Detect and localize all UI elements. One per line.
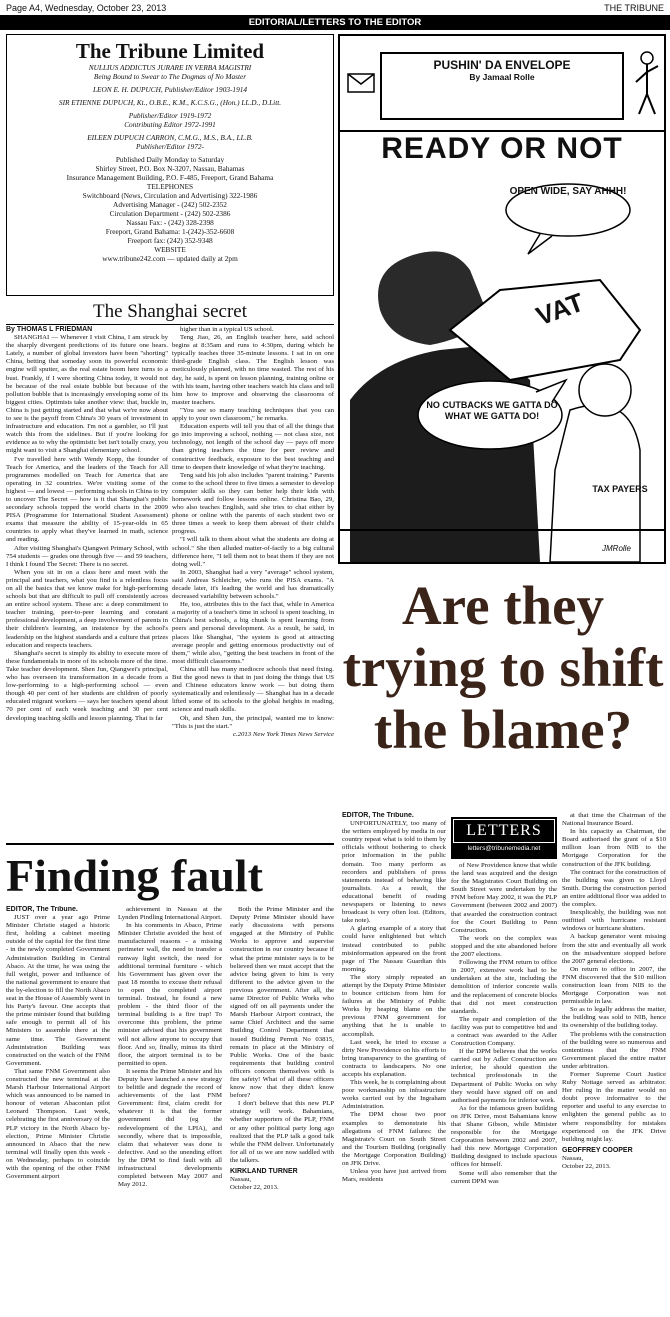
paragraph: A glaring example of a story that could have enlightened but which instead contributed to public misinformation appeared on the front page of The Nassau Guardian this morning. xyxy=(342,925,446,973)
paragraph: Both the Prime Minister and the Deputy Prime Minister should have early discussions with persons engaged at the Ministry of Public Works to approve and supervise construction in our country because if what the prime minister says is to be believed then we must accept that the advice being given to him is very different to the advice given to the previous government. After all, the same Director of Public Works who signed off on all payments under the Marsh Harbour Airport contract, the same Chief Architect and the same Building Control Department that issued Building Permit No 03815, remain in place at the Ministry of Public Works. One of the basic requirements that building control officers concern themselves with is fire safety! What of all these officers know now that they didn't know before? xyxy=(230,906,334,1100)
paragraph: Shanghai's secret is simply its ability to execute more of these fundamentals in more of its schools more of the time. Take teacher development. Shen Jun, Qiangwei's principal, who has overseen its transformation in a decade from a low-performing to a high-performing school — even though 40 per cent of her students are children of poorly educated migrant workers — says her teachers spend about 70 per cent of each week teaching and 30 per cent developing teaching skills and lesson planning. That is far xyxy=(6,649,168,722)
paragraph: The problems with the construction of the building were so numerous and contentious that the FNM Government placed the entire matter under arbitration. xyxy=(562,1030,666,1070)
vat-bottle-label: VAT xyxy=(532,286,588,332)
strip-title: PUSHIN' DA ENVELOPE xyxy=(433,58,571,72)
pub-line: TELEPHONES xyxy=(146,182,194,191)
blame-signature: GEOFFREY COOPER xyxy=(562,1146,633,1154)
shanghai-col-1 xyxy=(6,326,168,841)
paragraph: When you sit in on a class here and meet with the principal and teachers, what you find is a relentless focus on all the basics that we know make for high-performing schools but that are difficult to pull off consistently across an entire school system. These are: a deep commitment to teacher training, peer-to-peer learning and constant professional development, a deep involvement of parents in their children's learning, an insistence by the school's leadership on the highest standards and a culture that prizes education and respects teachers. xyxy=(6,568,168,649)
pub-line: Insurance Management Building, P.O. F-485, Freeport, Grand Bahama xyxy=(66,173,274,182)
publisher-2: SIR ETIENNE DUPUCH, Kt., O.B.E., K.M., K.C.S.G., (Hon.) LL.D., D.Litt. xyxy=(58,98,282,107)
cartoon-strip-header xyxy=(380,52,624,120)
publisher-3-years: Publisher/Editor 1972- xyxy=(136,142,204,151)
paragraph: Some will also remember that the current DPM was xyxy=(451,1169,557,1185)
paragraph: higher than in a typical US school. xyxy=(180,326,274,333)
blame-col-1 xyxy=(342,812,446,1312)
letters-email-link[interactable]: letters@tribunemedia.net xyxy=(467,845,541,852)
paragraph: Teng said his job also includes "parent training." Parents come to the school three to five times a semester to develop computer skills so they can better help their kids with homework and follow lessons online. Christina Bao, 29, who also teaches English, said she tries to chat either by phone or online with the parents of each student two or three times a week to keep them abreast of their child's progress. xyxy=(172,471,334,536)
paragraph: Last week, he tried to excuse a dirty New Providence on his efforts to bring transparency to the granting of contracts to landscapers. No one accepts his explanation. xyxy=(342,1038,446,1078)
paragraph: In his comments in Abaco, Prime Minister Christie avoided the host of manufactured reasons - a missing perimeter wall, the need to transfer a runway light switch, the need for additional terminal furniture - which his Government has given over the past 18 months to excuse their refusal to open the completed airport terminal. Instead, he found a new problem - the third floor of the terminal building is a fire trap! To overcome this problem, the prime minister advised that his government will not allow anyone to occupy that floor. And so, finally, minus its third floor, the airport terminal is to be permitted to open. xyxy=(118,922,222,1067)
pub-line: Circulation Department - (242) 502-2386 xyxy=(109,209,231,218)
page-folio: Page A4, Wednesday, October 23, 2013 xyxy=(6,3,167,13)
paragraph: As for the infamous green building on JFK Drive, most Bahamians know that Shane Gibson, while Minister responsible for the Mortgage Corporation between 2002 and 2007, had this new Mortgage Corporation Building designed to include spacious offices for himself. xyxy=(451,1104,557,1169)
publisher-2-contrib: Contributing Editor 1972-1991 xyxy=(124,120,216,129)
paragraph: UNFORTUNATELY, too many of the writers employed by media in our country repeat what is told to them by officials without bothering to check prior information in the public domain. Too many perform as recorders and publishers of press statements instead of behaving like journalists. As a result, the educational benefit of reading newspapers or listening to news broadcast is very often lost. (Editors, take note). xyxy=(342,820,446,925)
paragraph: Former Supreme Court Justice Ruby Nottage served as arbitrator. Her ruling in the matter would no doubt prove informative to the reporter and useful to any exercise to enlighten the general public as to where responsibility for mistakes experienced on the JFK Drive building might lay. xyxy=(562,1071,666,1143)
finding-salutation: EDITOR, The Tribune. xyxy=(6,906,78,913)
pub-line: Advertising Manager - (242) 502-2352 xyxy=(113,200,227,209)
finding-col-2 xyxy=(118,906,222,1312)
paragraph: That same FNM Government also constructed the new terminal at the Marsh Harbour International Airport which was announced to be named in honour of veteran Abaconian pilot Leonard Thompson. Last week, celebrating the first anniversary of the PLP victory in the North Abaco by-election, Prime Minister Christie announced in Abaco that the new terminal will finally open this week - on Wednesday, perhaps to coincide with the opening of the other FNM Government airport xyxy=(6,1067,110,1181)
pub-line: Freeport fax: (242) 352-9348 xyxy=(127,236,213,245)
paragraph: JUST over a year ago Prime Minister Christie staged a historic first, holding a cabinet meeting outside of the capital for the first time - in the newly completed Government Administration Building in Central Abaco. At the time, he was using the full weight, power and influence of the national government to ensure that the by-election to fill the North Abaco seat in the House of Assembly went in his Party's favour. One accepts that the prime minister found that building safe enough to permit all of his Ministers to assemble there at the same time. The Government Administration Building was constructed on the watch of the FNM Government. xyxy=(6,914,110,1067)
paragraph: Unless you have just arrived from Mars, residents xyxy=(342,1168,446,1184)
paragraph: at that time the Chairman of the National Insurance Board. xyxy=(562,812,666,828)
finding-col-3 xyxy=(230,906,334,1312)
paragraph: After visiting Shanghai's Qiangwei Primary School, with 754 students — grades one through five — and 59 teachers, I think I found The Secret: There is no secret. xyxy=(6,544,168,568)
shanghai-credit: c.2013 New York Times News Service xyxy=(233,730,334,738)
shanghai-byline: By THOMAS L FRIEDMAN xyxy=(6,326,93,333)
finding-col-1 xyxy=(6,906,110,1312)
section-banner: EDITORIAL/LETTERS TO THE EDITOR xyxy=(0,16,670,30)
motto: NULLIUS ADDICTUS JURARE IN VERBA MAGISTRI xyxy=(88,63,252,72)
speech-bubble-no-cutbacks: NO CUTBACKS WE GATTA DO WHAT WE GATTA DO! xyxy=(426,400,558,421)
cartoon-signature: JMRolle xyxy=(602,544,631,553)
publisher-1: LEON E. H. DUPUCH, Publisher/Editor 1903-1914 xyxy=(92,85,248,94)
shanghai-headline: The Shanghai secret xyxy=(6,300,334,325)
paragraph: I've travelled here with Wendy Kopp, the founder of Teach for America, and the leaders of the Teach for All programmes modelled on Teach for America that are operating in 32 countries. We're visiting some of the highest — and lowest — performing schools in China to try to uncover The Secret — how is it that Shanghai's public secondary schools topped the world charts in the 2009 PISA (Programme for International Student Assessment) exams that measure the ability of 15-year-olds in 65 countries to apply what they've learned in math, science and reading. xyxy=(6,455,168,544)
paragraph: The repair and completion of the facility was put to competitive bid and a contract was awarded to the Adler Construction Company. xyxy=(451,1015,557,1048)
paragraph: I don't believe that this new PLP strategy will work. Bahamians, whether supporters of the PLP, FNM or any other political party long ago realized that the PLP talk a good talk while the FNM deliver. Unfortunately for all of us we are now saddled with the talkers. xyxy=(230,1100,334,1164)
motto-sub: Being Bound to Swear to The Dogmas of No Master xyxy=(93,72,247,81)
paragraph: The contract for the construction of the building was given to Lloyd Smith. During the construction period an entire additional floor was added to the complex. xyxy=(562,868,666,909)
website-link[interactable]: www.tribune242.com — updated daily at 2pm xyxy=(102,254,238,263)
pub-line: Switchboard (News, Circulation and Advertising) 322-1986 xyxy=(82,191,258,200)
blame-col-2 xyxy=(451,862,557,1312)
paragraph: If the DPM believes that the works carried out by Adler Construction are inferior, he should question the technical professionals in the Department of Public Works on why they would have signed off on and authorised payments for inferior work. xyxy=(451,1048,557,1104)
paragraph: The DPM chose two poor examples to demonstrate his allegations of FNM failures: the Magistrate's Court on South Street and the Tourism Building (originally the Mortgage Corporation Building) on JFK Drive. xyxy=(342,1111,446,1168)
publisher-2-years: Publisher/Editor 1919-1972 xyxy=(128,111,212,120)
paragraph: So as to legally address the matter, the building was sold to NIB, hence its ownership of the building today. xyxy=(562,1006,666,1030)
editorial-cartoon xyxy=(338,34,666,564)
paragraph: It seems the Prime Minister and his Deputy have launched a new strategy to belittle and degrade the record of achievements of the last FNM Government: first, claim credit for whatever it is that the former government did (eg the redevelopment of the LPIA), and secondly, where that is impossible, claim that whatever was done is defective. And so the unending effort by the DPM to find fault with all infrastructural developments completed between May 2007 and May 2012. xyxy=(118,1067,222,1189)
paragraph: Education experts will tell you that of all the things that go into improving a school, nothing — not class size, not technology, not length of the school day — pays off more than giving teachers the time for peer review and constructive feedback, exposure to the best teaching and time to deepen their knowledge of what they're teaching. xyxy=(172,423,334,471)
paragraph: In his capacity as Chairman, the Board authorised the grant of a $10 million loan from NIB to the Mortgage Corporation for the construction of the JFK building. xyxy=(562,828,666,868)
masthead-title: The Tribune Limited xyxy=(75,39,265,63)
finding-place: Nassau, xyxy=(230,1176,252,1184)
paragraph: A backup generator went missing from the site and eventually all work on the misadventure stopped before the 2007 general elections. xyxy=(562,933,666,965)
envelope-icon xyxy=(346,50,376,122)
paragraph: The story simply repeated an attempt by the Deputy Prime Minister to bounce criticism from him for failures at the Ministry of Public Works by heaping blame on the previous FNM government for anything that he is unable to accomplish. xyxy=(342,973,446,1038)
paragraph: of New Providence know that while the land was acquired and the design for the Magistrates Court Building on South Street were undertaken by the FNM before May 2002, it was the PLP Government (between 2002 and 2007) that awarded the construction contract for the Court Building to Penn Construction. xyxy=(451,862,557,934)
pub-line: Published Daily Monday to Saturday xyxy=(115,155,225,164)
paragraph: Following the FNM return to office in 2007, extensive work had to be undertaken at the site, including the demolition of inferior concrete walls and the replacement of concrete blocks that did not meet construction standards. xyxy=(451,959,557,1015)
blame-place: Nassau, xyxy=(562,1154,584,1162)
letters-title: LETTERS xyxy=(453,819,555,843)
letters-box xyxy=(451,817,557,859)
publisher-3: EILEEN DUPUCH CARRON, C.M.G., M.S., B.A., LL.B. xyxy=(87,133,253,142)
paragraph: On return to office in 2007, the FNM discovered that the $10 million construction loan from NIB to the Mortgage Corporation was not permissible in law. xyxy=(562,965,666,1006)
shanghai-col-2 xyxy=(172,326,334,841)
paragraph: This week, he is complaining about poor workmanship on infrastructure works carried out by the Ingraham Administration. xyxy=(342,1079,446,1111)
finding-fault-headline: Finding fault xyxy=(6,850,263,901)
cartoon-title: READY OR NOT xyxy=(340,130,664,166)
paragraph: The work on the complex was stopped and the site abandoned before the 2007 elections. xyxy=(451,934,557,959)
paragraph: SHANGHAI — Whenever I visit China, I am struck by the sharply divergent predictions of its future one hears. Lately, a number of global investors have been "shorting" China, betting that someday soon its powerful economic engine will sputter, as the real estate boom here turns to a bust. Frankly, if I were shorting China today, it would not be because of the real estate bubble but because of the pollution bubble that is increasingly enveloping some of its biggest cities. Optimists take another view: that, buckle in, China is just getting started and that what we're now about to see is the payoff from China's 30 years of investment in infrastructure and education. I'm not a gambler, so I'll just watch this from the sidelines. But if you're looking for evidence as to why the optimistic bet isn't totally crazy, you might want to visit a Shanghai elementary school. xyxy=(6,334,168,455)
paragraph: Oh, and Shen Jun, the principal, wanted me to know: "This is just the start." xyxy=(172,714,334,730)
finding-date: October 22, 2013. xyxy=(230,1184,279,1192)
cartoon-illustration xyxy=(340,170,664,562)
pub-line: Freeport, Grand Bahama: 1-(242)-352-6608 xyxy=(105,227,235,236)
blame-date: October 22, 2013. xyxy=(562,1163,611,1171)
paragraph: In 2003, Shanghai had a very "average" school system, said Andreas Schleicher, who runs the PISA exams. "A decade later, it's leading the world and has dramatically decreased variability between schools." xyxy=(172,568,334,601)
paragraph: He, too, attributes this to the fact that, while in America a majority of a teacher's time in school is spent teaching, in China's best schools, a big chunk is spent learning from peers and personal development. As a result, he said, in places like Shanghai, "the system is good at attracting average people and getting enormous productivity out of them," while also, "getting the best teachers in front of the most difficult classrooms." xyxy=(172,601,334,665)
pub-line: WEBSITE xyxy=(154,245,186,254)
blame-salutation: EDITOR, The Tribune. xyxy=(342,812,414,819)
paragraph: "I will talk to them about what the students are doing at school." She then alluded matter-of-factly to a big cultural difference here, "I tell them not to beat them if they are not doing well." xyxy=(172,536,334,568)
paragraph: Teng Jiao, 26, an English teacher here, said school begins at 8:35am and runs to 4:30pm, during which he typically teaches three 35-minute lessons. I sat in on one third-grade English class. The English lesson was meticulously planned, with no time wasted. The rest of his day, he said, is spent on lesson planning, training online or with his team, having other teachers watch his class and tell him how to improve and observing the classrooms of master teachers. xyxy=(172,334,334,406)
finding-signature: KIRKLAND TURNER xyxy=(230,1168,298,1175)
speech-bubble-open-wide: OPEN WIDE, SAY AHHH! xyxy=(509,186,627,197)
paragraph: China still has many mediocre schools that need fixing. But the good news is that in just doing the things that US and Chinese educators know work — but doing them systematically and relentlessly — Shanghai has in a decade lifted some of its schools to the global heights in reading, science and math skills. xyxy=(172,665,334,714)
blame-headline: Are they trying to shift the blame? xyxy=(342,575,664,760)
paragraph: Inexplicably, the building was not outfitted with hurricane resistant windows or hurricane shutters. xyxy=(562,909,666,933)
paragraph: "You see so many teaching techniques that you can apply to your own classroom," he remarks. xyxy=(172,406,334,423)
pub-line: Nassau Fax: - (242) 328-2398 xyxy=(126,218,214,227)
pub-line: Shirley Street, P.O. Box N-3207, Nassau, Bahamas xyxy=(95,164,245,173)
page-header xyxy=(0,0,670,16)
taxpayers-label: TAX PAYERS xyxy=(592,484,648,494)
paragraph: achievement in Nassau at the Lynden Pindling International Airport. xyxy=(118,906,222,922)
divider xyxy=(6,843,334,845)
masthead xyxy=(6,34,334,296)
blame-col-3 xyxy=(562,812,666,1312)
paper-name: THE TRIBUNE xyxy=(604,3,664,13)
cartoonist-figure-icon xyxy=(632,48,662,124)
strip-byline: By Jamaal Rolle xyxy=(469,72,535,82)
